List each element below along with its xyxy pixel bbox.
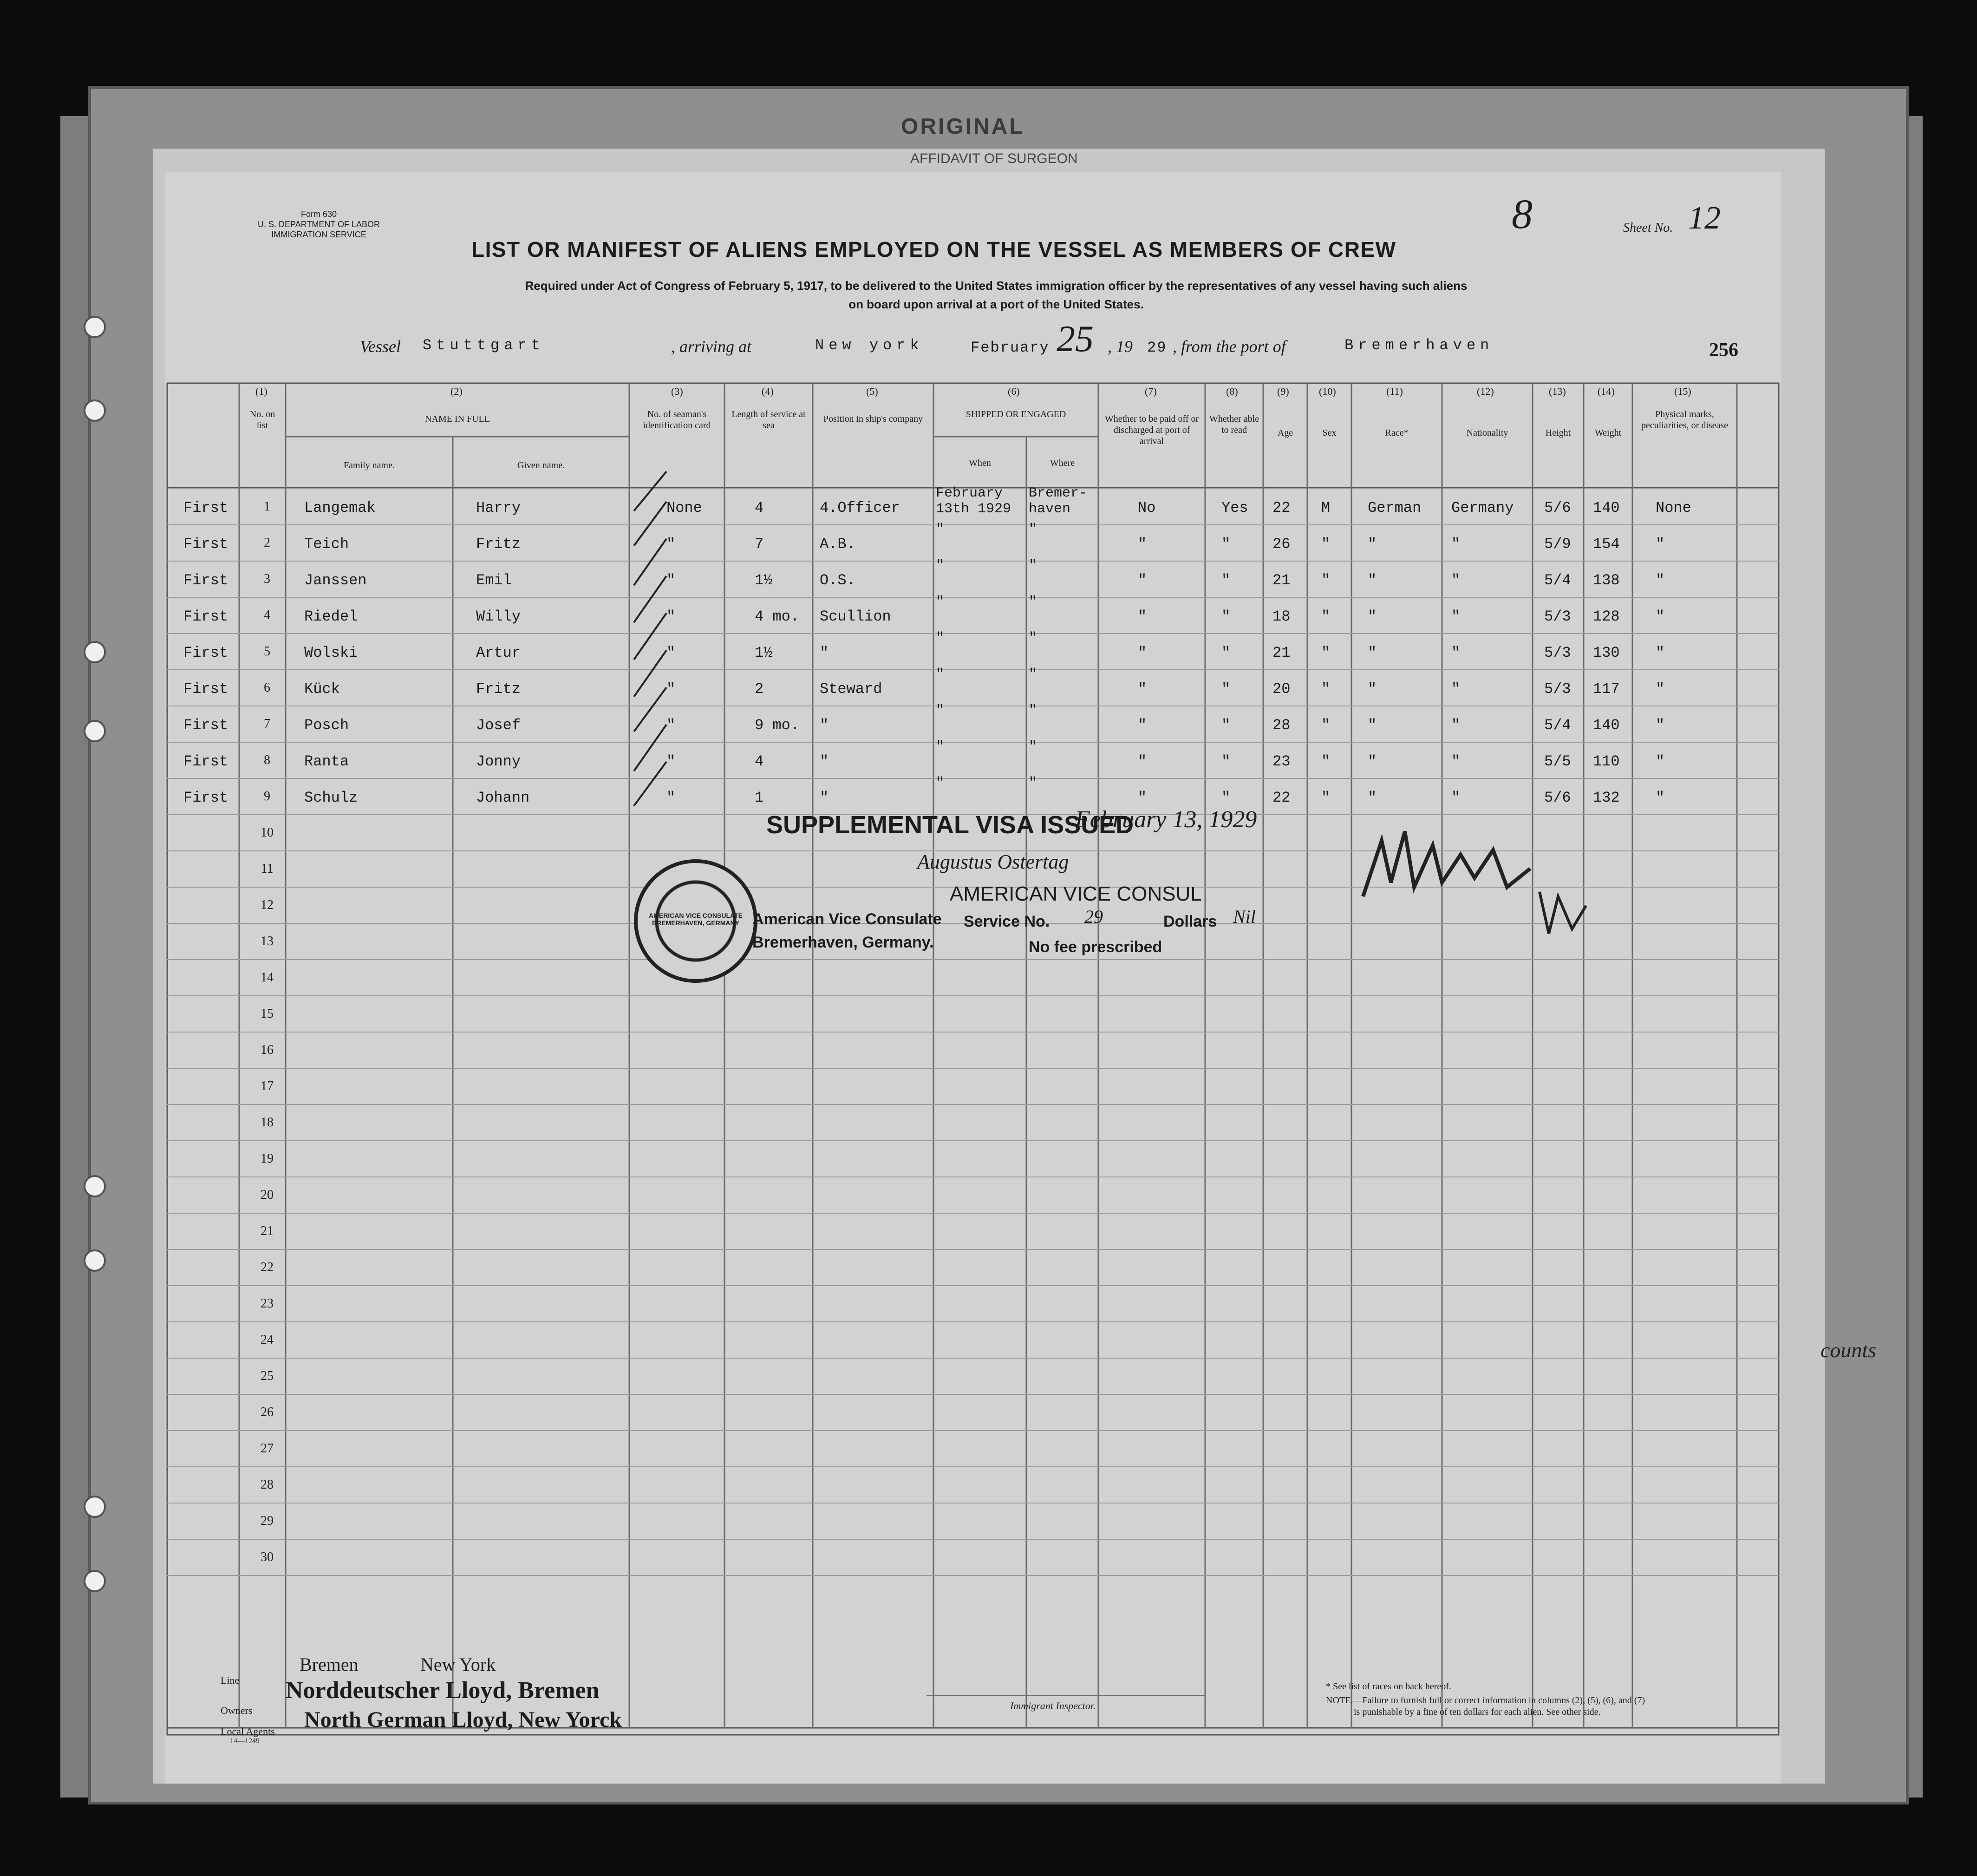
- hdr-sex: Sex: [1322, 428, 1337, 438]
- agents: North German Lloyd, New Yorck: [304, 1707, 622, 1732]
- id-card: ": [666, 572, 676, 589]
- race: ": [1368, 572, 1377, 589]
- crew-table: [165, 381, 1781, 1737]
- race: ": [1368, 753, 1377, 770]
- physical-marks: ": [1656, 680, 1665, 698]
- visa-date: February 13, 1929: [1075, 806, 1257, 833]
- weight: 128: [1593, 608, 1620, 625]
- col-num-12: (12): [1477, 386, 1494, 397]
- punch-hole: [84, 1570, 106, 1592]
- note-races: * See list of races on back hereof.: [1326, 1681, 1451, 1692]
- empty-row-number: 14: [261, 970, 274, 985]
- row-class: First: [183, 644, 228, 661]
- able-to-read: ": [1221, 753, 1231, 770]
- position: ": [820, 717, 829, 734]
- age: 22: [1272, 499, 1291, 516]
- line-from: Bremen: [300, 1654, 359, 1675]
- family-name: Wolski: [304, 644, 358, 661]
- empty-row-number: 19: [261, 1151, 274, 1166]
- shipped-when: ": [936, 594, 945, 610]
- shipped-where: ": [1029, 630, 1037, 646]
- paid-off: ": [1138, 717, 1147, 734]
- row-class: First: [183, 608, 228, 625]
- seal-text: AMERICAN VICE CONSULATE BREMERHAVEN, GERMANY: [649, 912, 743, 927]
- col-num-5: (5): [866, 386, 878, 397]
- race: ": [1368, 536, 1377, 553]
- nationality: ": [1451, 536, 1461, 553]
- col-num-9: (9): [1277, 386, 1289, 397]
- given-name: Fritz: [476, 536, 521, 553]
- hdr-position: Position in ship's company: [823, 414, 923, 424]
- weight: 130: [1593, 644, 1620, 661]
- empty-row-number: 30: [261, 1550, 274, 1564]
- punch-hole: [84, 1249, 106, 1272]
- inspector-signature: [1354, 813, 1595, 952]
- sheet-number: 12: [1688, 200, 1721, 236]
- empty-row-number: 28: [261, 1477, 274, 1492]
- service: IMMIGRATION SERVICE: [271, 230, 366, 239]
- family-name: Kück: [304, 680, 340, 698]
- position: A.B.: [820, 536, 855, 553]
- dollars-label: Dollars: [1163, 913, 1217, 930]
- shipped-where: ": [1029, 594, 1037, 610]
- hdr-when: When: [969, 458, 991, 468]
- form-number: Form 630: [301, 209, 337, 219]
- height: 5/3: [1544, 644, 1571, 661]
- row-number: 9: [264, 789, 270, 804]
- given-name: Emil: [476, 572, 512, 589]
- sex: M: [1321, 499, 1331, 516]
- punch-hole: [84, 720, 106, 742]
- age: 21: [1272, 572, 1291, 589]
- physical-marks: None: [1656, 499, 1691, 516]
- service-no: 29: [1084, 906, 1103, 927]
- age: 23: [1272, 753, 1291, 770]
- hdr-id-card: No. of seaman's identification card: [643, 409, 711, 431]
- col-num-15: (15): [1674, 386, 1691, 397]
- shipped-where: ": [1029, 558, 1037, 574]
- nationality: ": [1451, 680, 1461, 698]
- length-of-service: 4 mo.: [755, 608, 800, 625]
- empty-row-number: 11: [261, 862, 274, 876]
- id-card: ": [666, 753, 676, 770]
- age: 26: [1272, 536, 1291, 553]
- form-code: 14—1249: [230, 1737, 260, 1745]
- punch-hole: [84, 316, 106, 338]
- shipped-when: February 13th 1929: [936, 485, 1011, 517]
- no-fee: No fee prescribed: [1029, 938, 1162, 956]
- line-to: New York: [420, 1654, 496, 1675]
- page-title: LIST OR MANIFEST OF ALIENS EMPLOYED ON THE VESSEL AS MEMBERS OF CREW: [471, 237, 1396, 261]
- table-grid: [165, 381, 1781, 1737]
- owners: Norddeutscher Lloyd, Bremen: [286, 1677, 600, 1704]
- from-label: , from the port of: [1173, 337, 1286, 356]
- paid-off: ": [1138, 680, 1147, 698]
- hdr-nationality: Nationality: [1466, 428, 1508, 438]
- row-class: First: [183, 572, 228, 589]
- age: 20: [1272, 680, 1291, 698]
- family-name: Janssen: [304, 572, 367, 589]
- note-fine-1: NOTE.—Failure to furnish full or correct information in columns (2), (5), (6), and (7): [1326, 1695, 1645, 1706]
- margin-note: counts: [1820, 1338, 1877, 1362]
- col-num-8: (8): [1226, 386, 1238, 397]
- hdr-age: Age: [1277, 428, 1293, 438]
- nationality: ": [1451, 789, 1461, 806]
- weight: 110: [1593, 753, 1620, 770]
- col-num-13: (13): [1549, 386, 1566, 397]
- position: ": [820, 753, 829, 770]
- race: ": [1368, 608, 1377, 625]
- sex: ": [1321, 717, 1331, 734]
- shipped-when: ": [936, 703, 945, 719]
- row-number: 5: [264, 644, 270, 659]
- punch-hole: [84, 1496, 106, 1518]
- shipped-where: ": [1029, 775, 1037, 791]
- arriving-label: , arriving at: [671, 337, 752, 356]
- hdr-able-read: Whether able to read: [1209, 414, 1259, 435]
- row-class: First: [183, 753, 228, 770]
- physical-marks: ": [1656, 608, 1665, 625]
- arrival-day: 25: [1057, 319, 1094, 360]
- family-name: Langemak: [304, 499, 376, 516]
- height: 5/3: [1544, 608, 1571, 625]
- empty-row-number: 26: [261, 1405, 274, 1419]
- row-number: 8: [264, 753, 270, 767]
- height: 5/9: [1544, 536, 1571, 553]
- subtitle-line-2: on board upon arrival at a port of the United States.: [848, 297, 1144, 311]
- paid-off: ": [1138, 644, 1147, 661]
- shipped-when: ": [936, 558, 945, 574]
- able-to-read: ": [1221, 680, 1231, 698]
- weight: 132: [1593, 789, 1620, 806]
- given-name: Josef: [476, 717, 521, 734]
- physical-marks: ": [1656, 644, 1665, 661]
- length-of-service: 1: [755, 789, 764, 806]
- empty-row-number: 21: [261, 1224, 274, 1238]
- length-of-service: 2: [755, 680, 764, 698]
- inspector-caption: Immigrant Inspector.: [1010, 1700, 1096, 1712]
- row-number: 2: [264, 536, 270, 550]
- col-num-11: (11): [1386, 386, 1403, 397]
- hdr-family-name: Family name.: [344, 460, 395, 471]
- physical-marks: ": [1656, 789, 1665, 806]
- owners-label: Owners: [221, 1705, 253, 1716]
- able-to-read: Yes: [1221, 499, 1248, 516]
- consul-title: AMERICAN VICE CONSUL: [950, 882, 1202, 905]
- hdr-paid-off: Whether to be paid off or discharged at port of arrival: [1104, 414, 1199, 446]
- paid-off: ": [1138, 608, 1147, 625]
- line-label: Line: [221, 1674, 240, 1686]
- subtitle-line-1: Required under Act of Congress of February 5, 1917, to be delivered to the United States immigration officer by the representatives of any vessel having such aliens: [525, 279, 1468, 293]
- height: 5/4: [1544, 717, 1571, 734]
- weight: 117: [1593, 680, 1620, 698]
- race: ": [1368, 717, 1377, 734]
- family-name: Schulz: [304, 789, 358, 806]
- col-num-14: (14): [1598, 386, 1615, 397]
- note-fine-2: is punishable by a fine of ten dollars for each alien. See other side.: [1354, 1707, 1601, 1717]
- given-name: Harry: [476, 499, 521, 516]
- col-num-3: (3): [671, 386, 683, 397]
- age: 22: [1272, 789, 1291, 806]
- id-card: ": [666, 608, 676, 625]
- shipped-where: ": [1029, 739, 1037, 755]
- sex: ": [1321, 608, 1331, 625]
- paid-off: ": [1138, 789, 1147, 806]
- height: 5/5: [1544, 753, 1571, 770]
- able-to-read: ": [1221, 572, 1231, 589]
- row-class: First: [183, 536, 228, 553]
- id-card: None: [666, 499, 702, 516]
- length-of-service: 4: [755, 753, 764, 770]
- weight: 140: [1593, 499, 1620, 516]
- empty-row-number: 29: [261, 1514, 274, 1528]
- manifest-page: [165, 172, 1781, 1784]
- shipped-where: Bremer- haven: [1029, 485, 1088, 517]
- nationality: ": [1451, 644, 1461, 661]
- col-num-4: (4): [762, 386, 774, 397]
- consul-signature: Augustus Ostertag: [917, 850, 1069, 873]
- position: ": [820, 789, 829, 806]
- length-of-service: 1½: [755, 572, 773, 589]
- hdr-race: Race*: [1385, 428, 1409, 438]
- col-num-10: (10): [1319, 386, 1336, 397]
- service-no-label: Service No.: [964, 913, 1050, 930]
- empty-row-number: 18: [261, 1115, 274, 1130]
- visa-stamp: SUPPLEMENTAL VISA ISSUED: [766, 811, 1134, 839]
- shipped-when: ": [936, 630, 945, 646]
- paid-off: No: [1138, 499, 1156, 516]
- race: ": [1368, 789, 1377, 806]
- vessel-name: Stuttgart: [423, 337, 545, 354]
- hdr-name-in-full: NAME IN FULL: [425, 414, 490, 424]
- dollars-value: Nil: [1233, 906, 1256, 927]
- row-number: 3: [264, 572, 270, 586]
- consulate-office-2: Bremerhaven, Germany.: [752, 934, 934, 951]
- surgeon-caption: AFFIDAVIT OF SURGEON: [910, 151, 1078, 166]
- weight: 154: [1593, 536, 1620, 553]
- row-number: 4: [264, 608, 270, 622]
- height: 5/3: [1544, 680, 1571, 698]
- shipped-when: ": [936, 739, 945, 755]
- id-card: ": [666, 644, 676, 661]
- punch-hole: [84, 1175, 106, 1197]
- nationality: ": [1451, 753, 1461, 770]
- inspector-line: [927, 1695, 1205, 1696]
- able-to-read: ": [1221, 789, 1231, 806]
- subtitle: [402, 276, 1591, 314]
- checkmarks: [634, 471, 666, 806]
- page-number: 256: [1709, 340, 1738, 361]
- col-num-7: (7): [1145, 386, 1157, 397]
- position: ": [820, 644, 829, 661]
- paid-off: ": [1138, 572, 1147, 589]
- physical-marks: ": [1656, 717, 1665, 734]
- sheet-label: Sheet No.: [1623, 221, 1673, 235]
- shipped-when: ": [936, 667, 945, 682]
- position: Scullion: [820, 608, 891, 625]
- empty-row-number: 15: [261, 1007, 274, 1021]
- empty-row-number: 17: [261, 1079, 274, 1093]
- sex: ": [1321, 753, 1331, 770]
- empty-row-number: 25: [261, 1369, 274, 1383]
- original-stamp: ORIGINAL: [901, 114, 1025, 139]
- position: O.S.: [820, 572, 855, 589]
- col-num-2: (2): [450, 386, 463, 397]
- given-name: Artur: [476, 644, 521, 661]
- empty-row-number: 16: [261, 1043, 274, 1057]
- empty-row-number: 24: [261, 1333, 274, 1347]
- shipped-where: ": [1029, 522, 1037, 537]
- id-card: ": [666, 536, 676, 553]
- race: ": [1368, 644, 1377, 661]
- hdr-physical: Physical marks, peculiarities, or disease: [1641, 409, 1729, 431]
- hdr-given-name: Given name.: [517, 460, 565, 471]
- departure-port: Bremerhaven: [1344, 337, 1494, 354]
- row-class: First: [183, 717, 228, 734]
- family-name: Ranta: [304, 753, 349, 770]
- age: 21: [1272, 644, 1291, 661]
- weight: 138: [1593, 572, 1620, 589]
- row-class: First: [183, 680, 228, 698]
- col-num-6: (6): [1008, 386, 1020, 397]
- empty-row-number: 20: [261, 1188, 274, 1202]
- consulate-office-1: American Vice Consulate: [752, 910, 942, 928]
- able-to-read: ": [1221, 608, 1231, 625]
- length-of-service: 9 mo.: [755, 717, 800, 734]
- hdr-shipped: SHIPPED OR ENGAGED: [966, 409, 1066, 419]
- height: 5/6: [1544, 499, 1571, 516]
- empty-row-number: 10: [261, 825, 274, 840]
- empty-row-number: 27: [261, 1441, 274, 1456]
- height: 5/6: [1544, 789, 1571, 806]
- empty-row-number: 12: [261, 898, 274, 912]
- agents-label: Local Agents: [221, 1726, 275, 1737]
- position: 4.Officer: [820, 499, 900, 516]
- physical-marks: ": [1656, 753, 1665, 770]
- physical-marks: ": [1656, 572, 1665, 589]
- row-class: First: [183, 789, 228, 806]
- shipped-where: ": [1029, 703, 1037, 719]
- length-of-service: 7: [755, 536, 764, 553]
- hdr-length-service: Length of service at sea: [731, 409, 806, 431]
- position: Steward: [820, 680, 882, 698]
- hdr-height: Height: [1545, 428, 1571, 438]
- vessel-label: Vessel: [360, 337, 401, 356]
- hdr-weight: Weight: [1594, 428, 1622, 438]
- hdr-where: Where: [1050, 458, 1075, 468]
- shipped-where: ": [1029, 667, 1037, 682]
- sex: ": [1321, 680, 1331, 698]
- row-number: 7: [264, 717, 270, 731]
- nationality: ": [1451, 572, 1461, 589]
- sex: ": [1321, 572, 1331, 589]
- empty-row-number: 23: [261, 1296, 274, 1311]
- given-name: Johann: [476, 789, 530, 806]
- arrival-month: February: [971, 339, 1050, 356]
- id-card: ": [666, 680, 676, 698]
- physical-marks: ": [1656, 536, 1665, 553]
- punch-hole: [84, 641, 106, 663]
- empty-row-number: 22: [261, 1260, 274, 1275]
- weight: 140: [1593, 717, 1620, 734]
- paid-off: ": [1138, 536, 1147, 553]
- age: 28: [1272, 717, 1291, 734]
- race: ": [1368, 680, 1377, 698]
- shipped-when: ": [936, 775, 945, 791]
- age: 18: [1272, 608, 1291, 625]
- length-of-service: 1½: [755, 644, 773, 661]
- punch-hole: [84, 399, 106, 422]
- row-number: 1: [264, 499, 270, 514]
- empty-row-number: 13: [261, 934, 274, 948]
- paid-off: ": [1138, 753, 1147, 770]
- length-of-service: 4: [755, 499, 764, 516]
- col-num-1: (1): [255, 386, 268, 397]
- sex: ": [1321, 644, 1331, 661]
- shipped-when: ": [936, 522, 945, 537]
- arrival-year: 29: [1147, 339, 1167, 356]
- given-name: Willy: [476, 608, 521, 625]
- id-card: ": [666, 717, 676, 734]
- sex: ": [1321, 536, 1331, 553]
- year-prefix: , 19: [1108, 337, 1133, 356]
- able-to-read: ": [1221, 644, 1231, 661]
- consulate-seal: [634, 859, 757, 983]
- form-header: [258, 209, 380, 240]
- nationality: ": [1451, 717, 1461, 734]
- department: U. S. DEPARTMENT OF LABOR: [258, 220, 380, 229]
- race: German: [1368, 499, 1422, 516]
- family-name: Riedel: [304, 608, 358, 625]
- row-number: 6: [264, 680, 270, 695]
- nationality: ": [1451, 608, 1461, 625]
- sex: ": [1321, 789, 1331, 806]
- given-name: Jonny: [476, 753, 521, 770]
- handwritten-mark: 8: [1512, 191, 1533, 237]
- arrival-port: New york: [815, 337, 924, 354]
- id-card: ": [666, 789, 676, 806]
- family-name: Posch: [304, 717, 349, 734]
- able-to-read: ": [1221, 536, 1231, 553]
- nationality: Germany: [1451, 499, 1514, 516]
- able-to-read: ": [1221, 717, 1231, 734]
- family-name: Teich: [304, 536, 349, 553]
- row-class: First: [183, 499, 228, 516]
- hdr-no-on-list: No. on list: [249, 409, 275, 431]
- height: 5/4: [1544, 572, 1571, 589]
- given-name: Fritz: [476, 680, 521, 698]
